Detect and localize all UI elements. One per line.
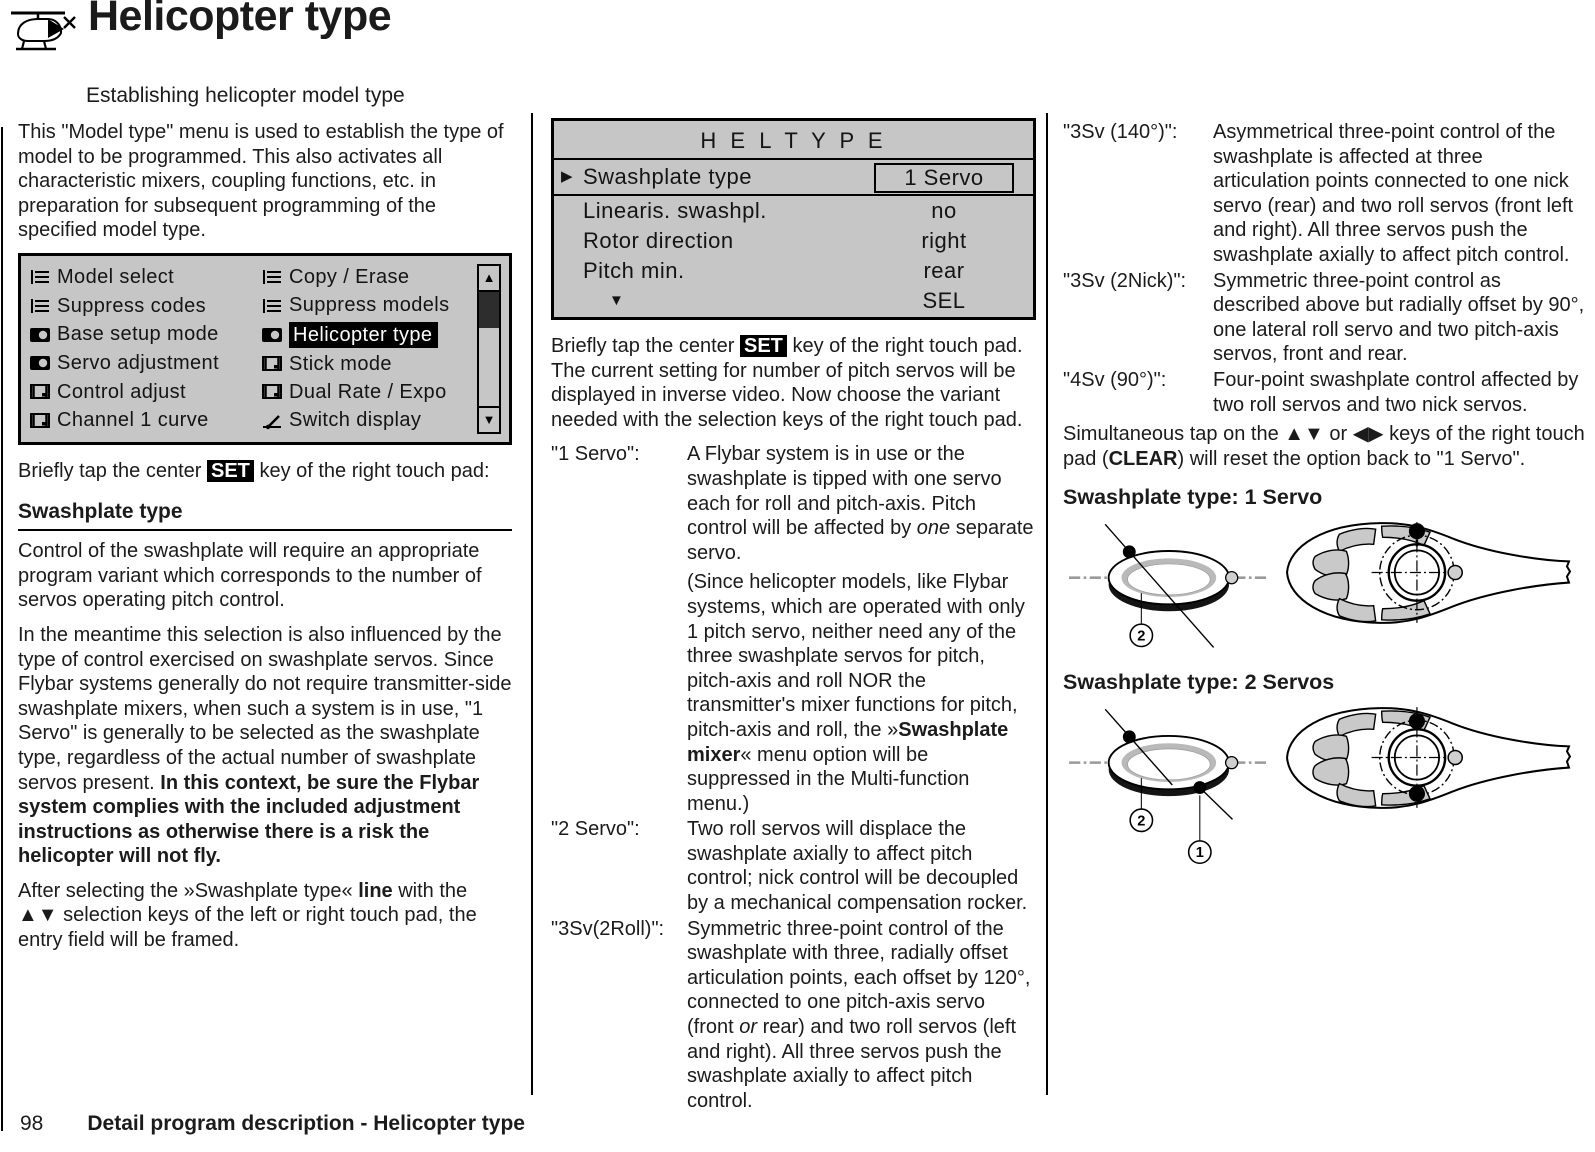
helicopter-icon: [8, 6, 78, 61]
variant-definition-list: [1063, 120, 1585, 418]
variant-term: "3Sv(2Roll)":: [551, 917, 665, 940]
callout-label-2: 2: [1137, 812, 1146, 829]
knob-icon: [261, 326, 283, 344]
section-heading-swashplate-type: Swashplate type: [18, 500, 512, 532]
switch-icon: [261, 412, 283, 430]
middle-column: [551, 118, 1036, 1114]
page-title: Helicopter type: [88, 0, 392, 40]
menu-item-control-adjust: Control adjust: [29, 380, 257, 405]
column-divider: [1046, 113, 1048, 1095]
servo-ball: [1409, 713, 1425, 729]
figure-1-servo: [1069, 514, 1585, 656]
menu-item-channel-1-curve: Channel 1 curve: [29, 408, 257, 433]
menu-item-stick-mode: Stick mode: [261, 352, 471, 377]
set-key-badge: SET: [207, 460, 254, 482]
variant-term: "1 Servo":: [551, 443, 640, 466]
list-icon: [29, 268, 51, 286]
variant-description: Four-point swashplate control affected by two roll servos and two nick servos.: [1213, 368, 1579, 416]
menu-item-base-setup-mode: Base setup mode: [29, 322, 257, 347]
variant-description: Two roll servos will displace the swashplate axially to affect pitch control; nick control will be decoupled by a mechanical compensation rocker.: [687, 818, 1028, 915]
menu-item-suppress-models: Suppress models: [261, 293, 471, 318]
variant-description: Asymmetrical three-point control of the swashplate is affected at three articulation points connected to one nick servo (rear) and two roll servos (front left and right). All three servos push the swashplate axially to affect pitch control.: [1213, 121, 1574, 266]
menu-item-copy-erase: Copy / Erase: [261, 265, 471, 290]
variant-description: Symmetric three-point control of the swashplate with three, radially offset articulation points, each offset by 120°, connected to one pitch-axis servo (front or rear) and two roll servos (left and right). All three servos push the swashplate axially to affect pitch control.: [687, 917, 1031, 1112]
figure-heading-2-servos: Swashplate type: 2 Servos: [1063, 669, 1335, 694]
column-divider: [531, 113, 533, 1095]
scroll-up-icon: ▲: [479, 266, 499, 292]
screen-row-pitch-min: Pitch min. rear: [583, 258, 965, 283]
screen-row-rotor-direction: Rotor direction right: [583, 228, 967, 253]
more-arrow-icon: ▼: [609, 292, 625, 309]
list-icon: [261, 297, 283, 315]
swashplate-ring-1-servo-diagram: [1069, 514, 1267, 656]
menu-scrollbar: [477, 264, 501, 434]
clear-reset-paragraph: Simultaneous tap on the ▲▼ or ◀▶ keys of the right touch pad (CLEAR) will reset the option back to "1 Servo".: [1063, 423, 1585, 470]
variant-term: "3Sv (2Nick)":: [1063, 269, 1187, 292]
paragraph: After selecting the »Swashplate type« line with the ▲▼ selection keys of the left or right touch pad, the entry field will be framed.: [18, 879, 477, 952]
gimbal-icon: [261, 355, 283, 373]
multifunction-menu-screen: [18, 253, 512, 445]
callout-label-1: 1: [1195, 844, 1204, 861]
footer-title: Detail program description - Helicopter type: [87, 1112, 525, 1135]
callout-label-2: 2: [1137, 628, 1146, 645]
knob-icon: [29, 354, 51, 372]
page-subtitle: Establishing helicopter model type: [86, 84, 405, 107]
gimbal-icon: [29, 412, 51, 430]
intro-paragraph: This "Model type" menu is used to establish the type of model to be programmed. This also activates all characteristic mixers, coupling functions, etc. in preparation for subsequent programming of the specified model type.: [18, 121, 504, 242]
cursor-arrow-icon: ▶: [561, 168, 574, 185]
right-column: [1063, 118, 1585, 871]
variant-term: "4Sv (90°)":: [1063, 368, 1167, 391]
screen-row-swashplate-type: ▶ Swashplate type 1 Servo: [554, 160, 1033, 194]
servo-ball: [1123, 730, 1136, 743]
list-icon: [261, 268, 283, 286]
list-icon: [29, 297, 51, 315]
variant-term: "2 Servo":: [551, 818, 640, 841]
scroll-down-icon: ▼: [479, 406, 499, 432]
tap-set-instruction: Briefly tap the center SET key of the right touch pad:: [18, 459, 490, 482]
paragraph: In the meantime this selection is also influenced by the type of control exercised on swashplate servos. Since Flybar systems generally do not require transmitter-side swashplate mixers, when such a system is in use, "1 Servo" is generally to be selected as the swashplate type, regardless of the actual number of swashplate servos present. In this context, be sure the Flybar system complies with the included adjustment instructions as otherwise there is a risk the helicopter will not fly.: [18, 623, 512, 868]
left-column: [18, 120, 512, 963]
menu-item-switch-display: Switch display: [261, 408, 471, 433]
heltype-screen: [551, 118, 1036, 320]
knob-icon: [29, 326, 51, 344]
screen-row-softkey: [554, 286, 1033, 316]
servo-ball: [1409, 523, 1425, 539]
value-entry-field: 1 Servo: [874, 163, 1014, 193]
figure-heading-1-servo: Swashplate type: 1 Servo: [1063, 485, 1323, 510]
menu-item-helicopter-type-selected: Helicopter type: [261, 322, 471, 349]
paragraph: Control of the swashplate will require an appropriate program variant which corresponds to the number of servos operating pitch control.: [18, 540, 482, 612]
figure-2-servos: [1069, 699, 1585, 871]
variant-definition-list: [551, 442, 1036, 1114]
helicopter-top-view-2-servos: [1281, 699, 1573, 817]
page-footer: [20, 1112, 525, 1136]
screen-title: H E L T Y P E: [700, 128, 887, 153]
gimbal-icon: [261, 383, 283, 401]
left-edge-rule: [1, 127, 3, 1131]
menu-item-servo-adjustment: Servo adjustment: [29, 351, 257, 376]
menu-item-suppress-codes: Suppress codes: [29, 294, 257, 319]
scrollbar-thumb: [479, 292, 499, 328]
servo-ball: [1123, 545, 1136, 558]
sel-softkey-label: SEL: [922, 288, 966, 313]
helicopter-top-view-1-servo: [1281, 514, 1573, 632]
swashplate-ring-2-servos-diagram: [1069, 699, 1267, 871]
gimbal-icon: [29, 383, 51, 401]
variant-description: Symmetric three-point control as described above but radially offset by 90°, one lateral roll servo and two pitch-axis servos, front and rear.: [1213, 269, 1585, 366]
variant-description: A Flybar system is in use or the swashplate is tipped with one servo each for roll and pitch-axis. Pitch control will be affected by one separate servo. (Since helicopter models, like Flybar systems, which are operated with only 1 pitch servo, neither need any of the three swashplate servos for pitch, pitch-axis and roll NOR the transmitter's mixer functions for pitch, pitch-axis and roll, the »Swashplate mixer« menu option will be suppressed in the Multi-function menu.): [687, 443, 1034, 815]
servo-ball: [1409, 785, 1425, 801]
page-number: 98: [20, 1112, 44, 1135]
variant-term: "3Sv (140°)":: [1063, 121, 1178, 143]
screen-row-linearis-swashpl: Linearis. swashpl. no: [583, 198, 957, 223]
menu-item-model-select: Model select: [29, 265, 257, 290]
tap-set-instruction: Briefly tap the center SET key of the right touch pad. The current setting for number of pitch servos will be displayed in inverse video. Now choose the variant needed with the selection keys of the right touch pad.: [551, 335, 1023, 431]
set-key-badge: SET: [740, 335, 787, 357]
menu-item-dual-rate-expo: Dual Rate / Expo: [261, 380, 471, 405]
